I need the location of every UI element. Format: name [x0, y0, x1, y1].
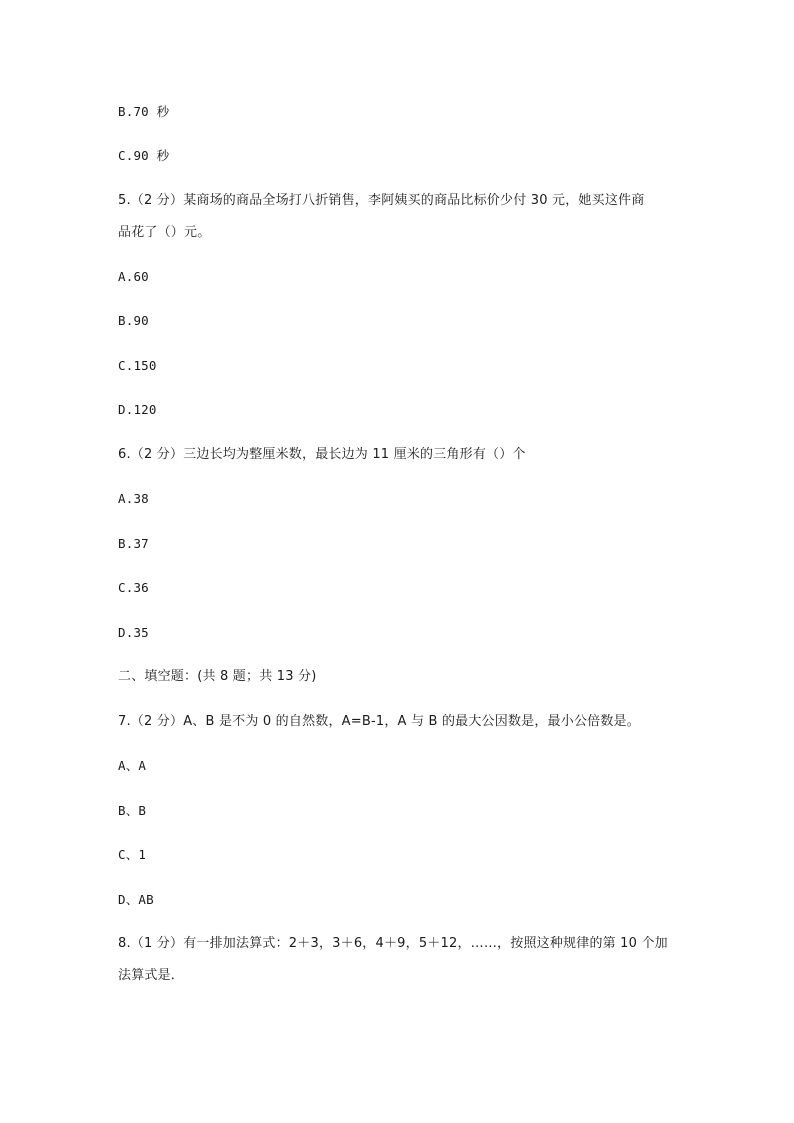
- q5-option-d: D.120: [118, 402, 157, 417]
- q7-option-a: A、A: [118, 758, 147, 773]
- q5-option-b: B.90: [118, 313, 149, 328]
- q5-stem-line2: 品花了（）元。: [118, 225, 211, 240]
- q7-option-d: D、AB: [118, 892, 154, 907]
- q6-option-b: B.37: [118, 536, 149, 551]
- q4-option-c: C.90 秒: [118, 148, 170, 163]
- q6-option-a: A.38: [118, 491, 149, 506]
- q7-option-c: C、1: [118, 847, 147, 862]
- section2-heading: 二、填空题：(共 8 题；共 13 分): [118, 669, 317, 684]
- q8-stem-line1: 8.（1 分）有一排加法算式：2＋3，3＋6，4＋9，5＋12，……，按照这种规律的第 10 个加: [118, 936, 668, 951]
- q6-option-c: C.36: [118, 580, 149, 595]
- q5-stem-line1: 5.（2 分）某商场的商品全场打八折销售，李阿姨买的商品比标价少付 30 元，她买这件商: [118, 193, 645, 208]
- q6-option-d: D.35: [118, 625, 149, 640]
- q7-stem: 7.（2 分）A、B 是不为 0 的自然数，A=B-1，A 与 B 的最大公因数是，最小公倍数是。: [118, 714, 640, 729]
- q7-option-b: B、B: [118, 803, 147, 818]
- q8-stem-line2: 法算式是．: [118, 968, 185, 983]
- q4-option-b: B.70 秒: [118, 104, 170, 119]
- q6-stem: 6.（2 分）三边长均为整厘米数，最长边为 11 厘米的三角形有（）个: [118, 447, 526, 462]
- q5-option-c: C.150: [118, 358, 157, 373]
- q5-option-a: A.60: [118, 269, 149, 284]
